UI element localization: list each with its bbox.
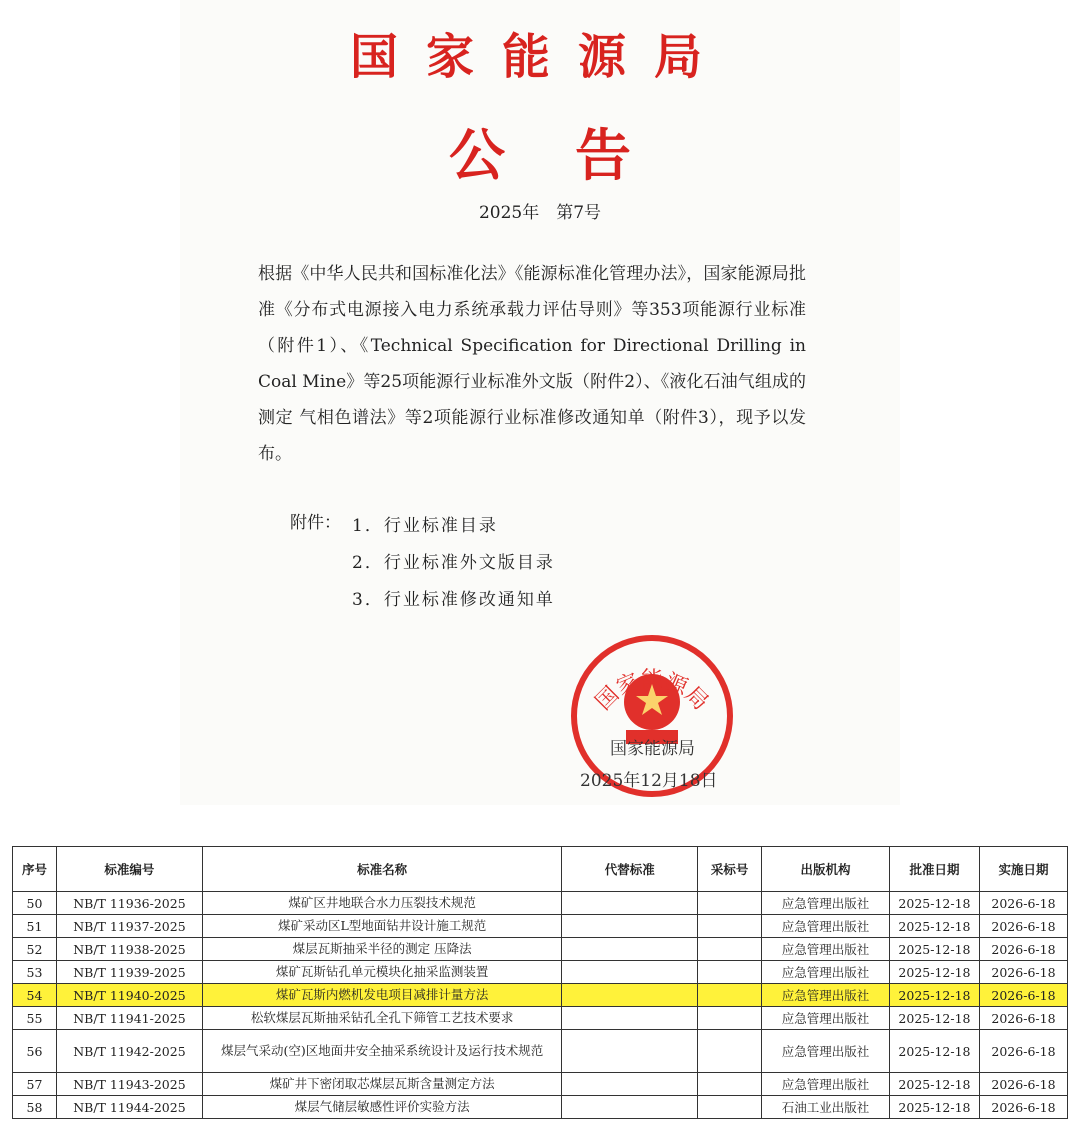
col-adopt: 采标号 <box>698 847 762 892</box>
cell-adopt <box>698 915 762 938</box>
cell-code: NB/T 11936-2025 <box>56 892 202 915</box>
cell-approved: 2025-12-18 <box>889 984 979 1007</box>
cell-replace <box>562 1007 698 1030</box>
cell-approved: 2025-12-18 <box>889 938 979 961</box>
agency-title: 国家能源局 <box>349 29 730 85</box>
cell-adopt <box>698 1096 762 1119</box>
cell-name: 煤矿瓦斯内燃机发电项目减排计量方法 <box>202 984 561 1007</box>
cell-adopt <box>698 938 762 961</box>
cell-adopt <box>698 961 762 984</box>
table-header-row <box>13 847 1068 892</box>
cell-code: NB/T 11943-2025 <box>56 1073 202 1096</box>
cell-effective: 2026-6-18 <box>979 892 1067 915</box>
cell-approved: 2025-12-18 <box>889 1073 979 1096</box>
cell-no: 55 <box>13 1007 57 1030</box>
cell-replace <box>562 1096 698 1119</box>
cell-approved: 2025-12-18 <box>889 892 979 915</box>
cell-code: NB/T 11942-2025 <box>56 1030 202 1073</box>
cell-effective: 2026-6-18 <box>979 1030 1067 1073</box>
cell-no: 51 <box>13 915 57 938</box>
col-replace: 代替标准 <box>562 847 698 892</box>
col-publisher: 出版机构 <box>762 847 890 892</box>
cell-no: 50 <box>13 892 57 915</box>
table-row <box>13 1096 1068 1119</box>
attachment-item-1: 1．行业标准目录 <box>352 516 498 536</box>
cell-publisher: 应急管理出版社 <box>762 938 890 961</box>
col-no: 序号 <box>13 847 57 892</box>
document-number: 2025年 第7号 <box>478 203 602 223</box>
table-row <box>13 938 1068 961</box>
cell-no: 57 <box>13 1073 57 1096</box>
cell-replace <box>562 1030 698 1073</box>
cell-approved: 2025-12-18 <box>889 915 979 938</box>
cell-replace <box>562 1073 698 1096</box>
cell-replace <box>562 961 698 984</box>
cell-effective: 2026-6-18 <box>979 1096 1067 1119</box>
table-row <box>13 984 1068 1007</box>
attachment-item-3: 3．行业标准修改通知单 <box>352 590 555 610</box>
col-code: 标准编号 <box>56 847 202 892</box>
notice-title: 公告 <box>449 124 701 189</box>
cell-code: NB/T 11938-2025 <box>56 938 202 961</box>
cell-adopt <box>698 1073 762 1096</box>
seal-text: 国家能源局 <box>591 667 713 716</box>
cell-name: 煤矿区井地联合水力压裂技术规范 <box>202 892 561 915</box>
standards-table <box>12 846 1068 1119</box>
table-row <box>13 915 1068 938</box>
cell-publisher: 应急管理出版社 <box>762 984 890 1007</box>
table-row <box>13 1073 1068 1096</box>
cell-replace <box>562 984 698 1007</box>
cell-effective: 2026-6-18 <box>979 1073 1067 1096</box>
cell-adopt <box>698 892 762 915</box>
cell-publisher: 应急管理出版社 <box>762 1007 890 1030</box>
cell-adopt <box>698 984 762 1007</box>
cell-effective: 2026-6-18 <box>979 984 1067 1007</box>
cell-effective: 2026-6-18 <box>979 938 1067 961</box>
table-row <box>13 1030 1068 1073</box>
attachment-item-2: 2．行业标准外文版目录 <box>352 553 555 573</box>
cell-approved: 2025-12-18 <box>889 1030 979 1073</box>
cell-replace <box>562 915 698 938</box>
cell-adopt <box>698 1007 762 1030</box>
table-row <box>13 1007 1068 1030</box>
cell-name: 煤矿采动区L型地面钻井设计施工规范 <box>202 915 561 938</box>
cell-no: 54 <box>13 984 57 1007</box>
cell-no: 56 <box>13 1030 57 1073</box>
cell-publisher: 应急管理出版社 <box>762 1030 890 1073</box>
cell-code: NB/T 11940-2025 <box>56 984 202 1007</box>
cell-code: NB/T 11939-2025 <box>56 961 202 984</box>
cell-effective: 2026-6-18 <box>979 1007 1067 1030</box>
cell-replace <box>562 892 698 915</box>
cell-replace <box>562 938 698 961</box>
seal-date: 2025年12月18日 <box>580 771 718 791</box>
cell-name: 煤层瓦斯抽采半径的测定 压降法 <box>202 938 561 961</box>
cell-publisher: 石油工业出版社 <box>762 1096 890 1119</box>
cell-no: 52 <box>13 938 57 961</box>
cell-publisher: 应急管理出版社 <box>762 1073 890 1096</box>
cell-approved: 2025-12-18 <box>889 1007 979 1030</box>
cell-code: NB/T 11937-2025 <box>56 915 202 938</box>
table-row <box>13 892 1068 915</box>
cell-name: 煤层气储层敏感性评价实验方法 <box>202 1096 561 1119</box>
cell-name: 煤矿瓦斯钻孔单元模块化抽采监测装置 <box>202 961 561 984</box>
cell-publisher: 应急管理出版社 <box>762 961 890 984</box>
col-effective: 实施日期 <box>979 847 1067 892</box>
cell-no: 58 <box>13 1096 57 1119</box>
col-approved: 批准日期 <box>889 847 979 892</box>
cell-name: 煤层气采动(空)区地面井安全抽采系统设计及运行技术规范 <box>202 1030 561 1073</box>
cell-approved: 2025-12-18 <box>889 1096 979 1119</box>
cell-adopt <box>698 1030 762 1073</box>
notice-body: 根据《中华人民共和国标准化法》《能源标准化管理办法》，国家能源局批准《分布式电源接入电力系统承载力评估导则》等353项能源行业标准（附件1）、《Technical Specification for Directional Drilling in Coal Mine》等25项能源行业标准外文版（附件2）、《液化石油气组成的测定 气相色谱法》等2项能源行业标准修改通知单（附件3），现予以发布。 <box>258 264 806 464</box>
table-row <box>13 961 1068 984</box>
attachments-list <box>352 508 555 619</box>
cell-no: 53 <box>13 961 57 984</box>
cell-publisher: 应急管理出版社 <box>762 892 890 915</box>
cell-code: NB/T 11944-2025 <box>56 1096 202 1119</box>
seal-signature: 国家能源局 <box>610 739 695 759</box>
cell-name: 松软煤层瓦斯抽采钻孔全孔下筛管工艺技术要求 <box>202 1007 561 1030</box>
attachments-label: 附件： <box>290 513 341 533</box>
cell-effective: 2026-6-18 <box>979 915 1067 938</box>
col-name: 标准名称 <box>202 847 561 892</box>
cell-effective: 2026-6-18 <box>979 961 1067 984</box>
cell-publisher: 应急管理出版社 <box>762 915 890 938</box>
cell-approved: 2025-12-18 <box>889 961 979 984</box>
cell-code: NB/T 11941-2025 <box>56 1007 202 1030</box>
cell-name: 煤矿井下密闭取芯煤层瓦斯含量测定方法 <box>202 1073 561 1096</box>
